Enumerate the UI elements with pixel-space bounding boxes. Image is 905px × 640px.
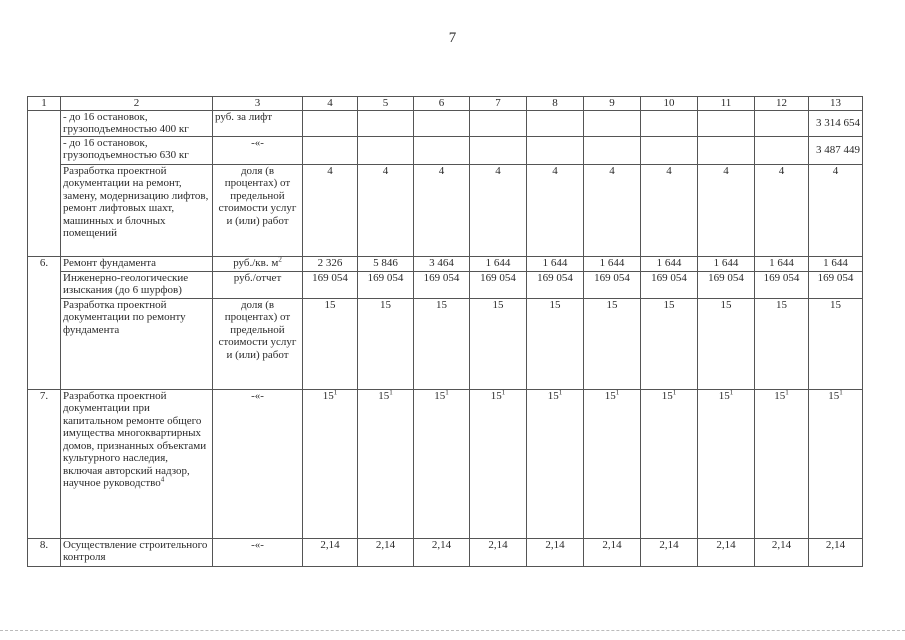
- value-cell: 1 644: [470, 256, 527, 271]
- value-cell: 4: [303, 164, 358, 256]
- value-cell: [303, 389, 358, 538]
- value-cell: 15: [809, 298, 863, 389]
- table-row-survey: [28, 271, 863, 298]
- table-row-lift-630: [28, 136, 863, 164]
- value-cell: 169 054: [809, 271, 863, 298]
- value-text: 15: [828, 389, 840, 402]
- unit-superscript: 2: [278, 256, 282, 263]
- value-cell: 4: [527, 164, 584, 256]
- value-cell: 2,14: [809, 538, 863, 566]
- value-cell: [358, 389, 414, 538]
- value-cell: 15: [641, 298, 698, 389]
- value-text: 15: [774, 389, 786, 402]
- value-cell: 4: [414, 164, 470, 256]
- value-cell: [584, 110, 641, 136]
- header-cell: 13: [809, 97, 863, 111]
- header-cell: 7: [470, 97, 527, 111]
- item-name-cell: Разработка проектной документации на ремонт, замену, модернизацию лифтов, ремонт лифтовых шахт, машинных и блочных помещений: [61, 164, 213, 256]
- header-cell: 3: [213, 97, 303, 111]
- footnote-marker: 1: [558, 389, 563, 396]
- unit-cell: [213, 256, 303, 271]
- value-cell: 169 054: [303, 271, 358, 298]
- value-cell: 4: [641, 164, 698, 256]
- header-row: [28, 97, 863, 111]
- row-number-cell: 7.: [28, 389, 61, 538]
- value-cell: [358, 110, 414, 136]
- item-name-text: Разработка проектной документации при капитальном ремонте общего имущества многоквартирных домов, признанных объектами культурного наследия, включая авторский надзор, научное руководство: [63, 389, 207, 489]
- footnote-marker: 1: [672, 389, 677, 396]
- item-name-cell: Осуществление строительного контроля: [61, 538, 213, 566]
- value-text: 15: [547, 389, 559, 402]
- item-name-cell: Инженерно-геологические изыскания (до 6 шурфов): [61, 271, 213, 298]
- header-cell: 4: [303, 97, 358, 111]
- header-cell: 10: [641, 97, 698, 111]
- unit-cell: руб./отчет: [213, 271, 303, 298]
- unit-cell: -«-: [213, 136, 303, 164]
- table-row-heritage-design: [28, 389, 863, 538]
- table-row-lift-400: [28, 110, 863, 136]
- value-cell: [755, 136, 809, 164]
- footnote-marker: 1: [615, 389, 620, 396]
- footnote-marker: 1: [785, 389, 789, 396]
- footnote-marker: 1: [389, 389, 393, 396]
- value-cell: 15: [527, 298, 584, 389]
- value-cell: 169 054: [584, 271, 641, 298]
- value-cell: [641, 389, 698, 538]
- value-cell: 15: [698, 298, 755, 389]
- page-bottom-edge: [0, 630, 905, 631]
- footnote-marker: 1: [729, 389, 734, 396]
- value-cell: 15: [358, 298, 414, 389]
- value-cell: 4: [358, 164, 414, 256]
- value-cell: [470, 110, 527, 136]
- value-cell: [584, 136, 641, 164]
- value-cell: 2 326: [303, 256, 358, 271]
- value-cell: [414, 389, 470, 538]
- value-cell: 1 644: [755, 256, 809, 271]
- value-cell: [755, 389, 809, 538]
- value-cell: 1 644: [809, 256, 863, 271]
- value-text: 15: [661, 389, 673, 402]
- value-text: 15: [718, 389, 730, 402]
- value-text: 15: [322, 389, 334, 402]
- header-cell: 2: [61, 97, 213, 111]
- value-cell: 169 054: [698, 271, 755, 298]
- value-cell: 3 464: [414, 256, 470, 271]
- value-cell: [584, 389, 641, 538]
- value-text: 15: [378, 389, 390, 402]
- value-cell: 1 644: [698, 256, 755, 271]
- table-row-lift-design: [28, 164, 863, 256]
- value-cell: 2,14: [698, 538, 755, 566]
- footnote-marker: 1: [333, 389, 338, 396]
- value-cell: [698, 389, 755, 538]
- item-name-cell: Разработка проектной документации по ремонту фундамента: [61, 298, 213, 389]
- row-number-cell: [28, 110, 61, 256]
- unit-cell: -«-: [213, 389, 303, 538]
- value-cell: [527, 136, 584, 164]
- unit-text: руб./кв. м: [233, 256, 279, 269]
- value-cell: [358, 136, 414, 164]
- value-cell: [641, 136, 698, 164]
- value-cell: 15: [470, 298, 527, 389]
- page-number: 7: [448, 30, 457, 46]
- value-cell: 2,14: [755, 538, 809, 566]
- value-cell: 4: [584, 164, 641, 256]
- tariff-table: [27, 96, 863, 567]
- value-cell: 4: [809, 164, 863, 256]
- value-cell: 169 054: [470, 271, 527, 298]
- value-cell: [698, 110, 755, 136]
- value-cell: 2,14: [414, 538, 470, 566]
- value-cell: [755, 110, 809, 136]
- value-cell: 15: [755, 298, 809, 389]
- item-name-cell: Ремонт фундамента: [61, 256, 213, 271]
- value-cell: [641, 110, 698, 136]
- value-cell: 4: [755, 164, 809, 256]
- value-cell: 15: [584, 298, 641, 389]
- value-cell: 2,14: [527, 538, 584, 566]
- header-cell: 6: [414, 97, 470, 111]
- value-cell: 169 054: [358, 271, 414, 298]
- unit-cell: доля (в процентах) от предельной стоимости услуг и (или) работ: [213, 164, 303, 256]
- value-cell: 15: [414, 298, 470, 389]
- value-text: 15: [490, 389, 502, 402]
- value-cell: [414, 136, 470, 164]
- footnote-marker: 1: [839, 389, 843, 396]
- table-row-foundation-design: [28, 298, 863, 389]
- footnote-marker: 4: [160, 475, 165, 484]
- header-cell: 1: [28, 97, 61, 111]
- footnote-marker: 1: [445, 389, 449, 396]
- value-cell: [470, 136, 527, 164]
- value-cell: 2,14: [584, 538, 641, 566]
- value-text: 15: [434, 389, 446, 402]
- value-cell: 3 314 654: [809, 110, 863, 136]
- value-cell: [470, 389, 527, 538]
- value-cell: 169 054: [755, 271, 809, 298]
- value-cell: 5 846: [358, 256, 414, 271]
- value-cell: 2,14: [641, 538, 698, 566]
- header-cell: 9: [584, 97, 641, 111]
- value-cell: [414, 110, 470, 136]
- value-cell: [303, 136, 358, 164]
- value-cell: [527, 110, 584, 136]
- footnote-marker: 1: [501, 389, 506, 396]
- value-cell: 15: [303, 298, 358, 389]
- value-cell: [809, 389, 863, 538]
- row-number-cell: 8.: [28, 538, 61, 566]
- value-cell: [527, 389, 584, 538]
- value-cell: 4: [698, 164, 755, 256]
- value-cell: 2,14: [358, 538, 414, 566]
- unit-cell: -«-: [213, 538, 303, 566]
- unit-cell: руб. за лифт: [213, 110, 303, 136]
- header-cell: 5: [358, 97, 414, 111]
- value-cell: 169 054: [527, 271, 584, 298]
- row-number-cell: 6.: [28, 256, 61, 389]
- item-name-cell: [61, 389, 213, 538]
- value-cell: 169 054: [641, 271, 698, 298]
- value-text: 15: [604, 389, 616, 402]
- header-cell: 8: [527, 97, 584, 111]
- value-cell: [698, 136, 755, 164]
- value-cell: 169 054: [414, 271, 470, 298]
- value-cell: 3 487 449: [809, 136, 863, 164]
- value-cell: 2,14: [470, 538, 527, 566]
- value-cell: 1 644: [641, 256, 698, 271]
- value-cell: 2,14: [303, 538, 358, 566]
- value-cell: 4: [470, 164, 527, 256]
- value-cell: [303, 110, 358, 136]
- value-cell: 1 644: [584, 256, 641, 271]
- header-cell: 11: [698, 97, 755, 111]
- value-cell: 1 644: [527, 256, 584, 271]
- item-name-cell: - до 16 остановок, грузоподъемностью 630 кг: [61, 136, 213, 164]
- item-name-cell: - до 16 остановок, грузоподъемностью 400 кг: [61, 110, 213, 136]
- header-cell: 12: [755, 97, 809, 111]
- table-row-construction-control: [28, 538, 863, 566]
- table-row-foundation-repair: [28, 256, 863, 271]
- unit-cell: доля (в процентах) от предельной стоимости услуг и (или) работ: [213, 298, 303, 389]
